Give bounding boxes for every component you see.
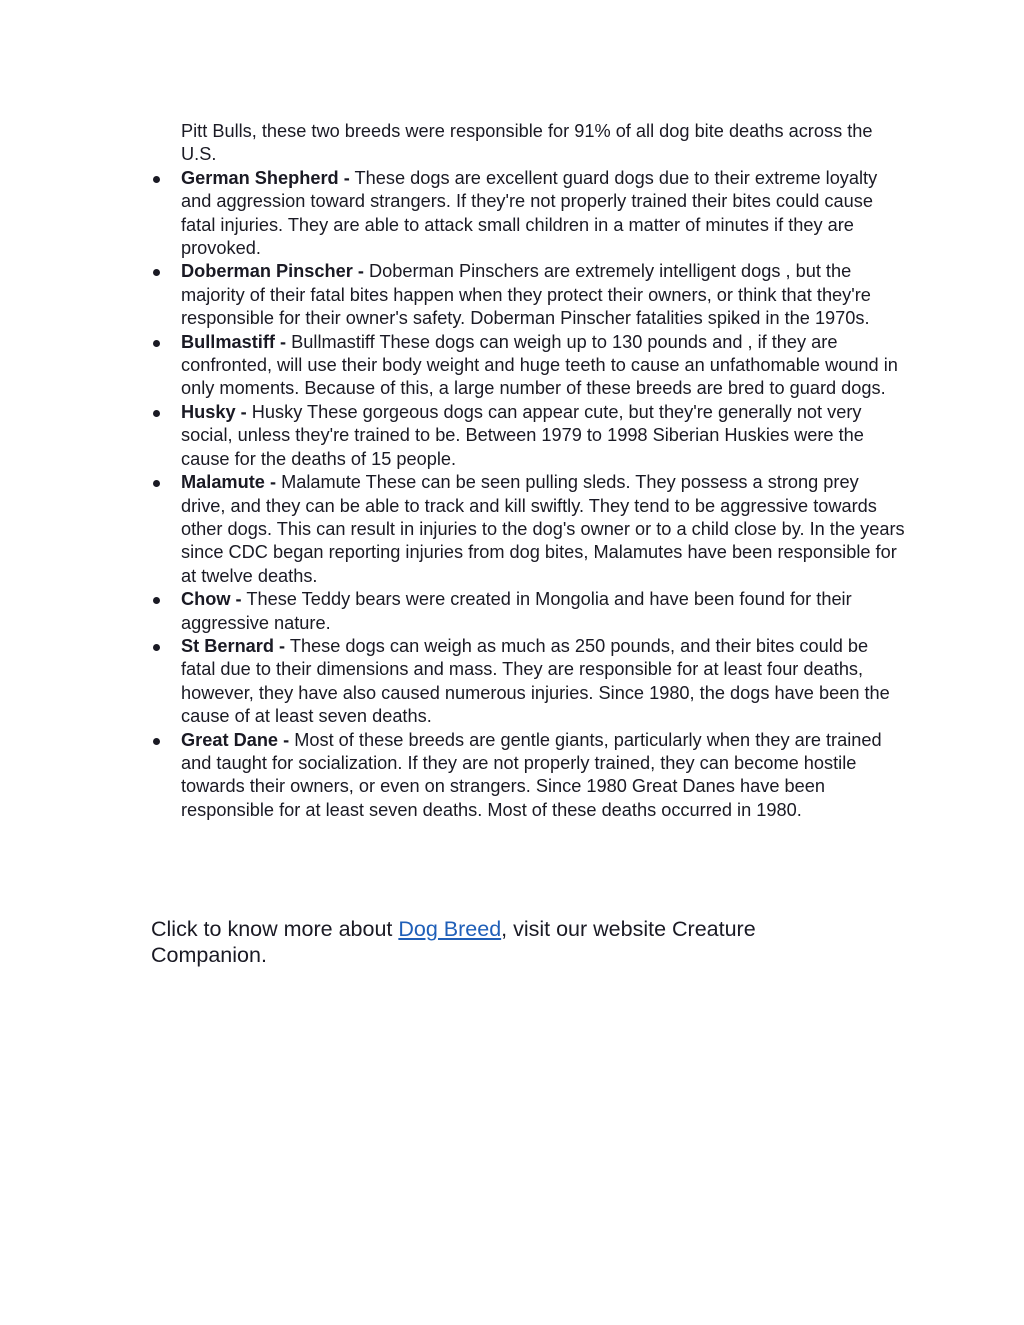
breed-description: These dogs can weigh as much as 250 pounds, and their bites could be fatal due to their dimensions and mass. They are responsible for at least four deaths, however, they have also caused numerous injuries. Since 1980, the dogs have been the cause of at least seven deaths. (181, 635, 890, 727)
bullet-icon (153, 176, 160, 183)
bullet-icon (153, 480, 160, 487)
breed-description: Doberman Pinschers are extremely intelligent dogs , but the majority of their fatal bites happen when they protect their owners, or think that they're responsible for their owner's safety. Doberman Pinscher fatalities spiked in the 1970s. (181, 261, 871, 329)
breed-name: Bullmastiff - (181, 331, 287, 352)
breed-name: St Bernard - (181, 635, 286, 656)
bullet-icon (153, 597, 160, 604)
breed-description: Malamute These can be seen pulling sleds. They possess a strong prey drive, and they can be able to track and kill swiftly. They tend to be aggressive towards other dogs. This can result in injuries to the dog's owner or to a child close by. In the years since CDC began reporting injuries from dog bites, Malamutes have been responsible for at twelve deaths. (181, 472, 905, 586)
bullet-icon (153, 738, 160, 745)
breed-name: Husky - (181, 401, 247, 422)
breed-name: Great Dane - (181, 729, 290, 750)
list-item-bullmastiff (181, 331, 906, 401)
dog-breed-link[interactable]: Dog Breed (398, 917, 502, 941)
list-item-doberman-pinscher (181, 260, 906, 330)
breed-name: German Shepherd - (181, 167, 350, 188)
bullet-icon (153, 269, 160, 276)
list-item-great-dane (181, 729, 906, 823)
breed-description: These dogs are excellent guard dogs due to their extreme loyalty and aggression toward strangers. If they're not properly trained their bites could cause fatal injuries. They are able to attack small children in a matter of minutes if they are provoked. (181, 167, 878, 259)
breed-description: Most of these breeds are gentle giants, particularly when they are trained and taught for socialization. If they are not properly trained, they can become hostile towards their owners, or even on strangers. Since 1980 Great Danes have been responsible for at least seven deaths. Most of these deaths occurred in 1980. (181, 729, 882, 820)
footer-note (151, 916, 851, 968)
document-body (181, 120, 906, 822)
breed-name: Chow - (181, 589, 242, 610)
breed-name: Malamute - (181, 472, 276, 493)
list-item-st-bernard (181, 635, 906, 729)
breed-description: Husky These gorgeous dogs can appear cute, but they're generally not very social, unless they're trained to be. Between 1979 to 1998 Siberian Huskies were the cause for the deaths of 15 people. (181, 401, 864, 469)
bullet-icon (153, 340, 160, 347)
list-item-chow (181, 588, 906, 635)
breed-name: Doberman Pinscher - (181, 261, 364, 282)
bullet-icon (153, 644, 160, 651)
list-item-malamute (181, 471, 906, 588)
footer-prefix: Click to know more about (151, 917, 399, 941)
continuation-paragraph: Pitt Bulls, these two breeds were responsible for 91% of all dog bite deaths across the U.S. (181, 121, 873, 165)
footer-suffix: , visit our website Creature Companion. (151, 917, 756, 967)
breed-list (181, 167, 906, 822)
breed-description: Bullmastiff These dogs can weigh up to 130 pounds and , if they are confronted, will use their body weight and huge teeth to cause an unfathomable wound in only moments. Because of this, a large number of these breeds are bred to guard dogs. (181, 331, 898, 399)
list-item-husky (181, 401, 906, 471)
list-item-german-shepherd (181, 167, 906, 261)
breed-description: These Teddy bears were created in Mongolia and have been found for their aggressive nature. (181, 589, 852, 633)
bullet-icon (153, 410, 160, 417)
